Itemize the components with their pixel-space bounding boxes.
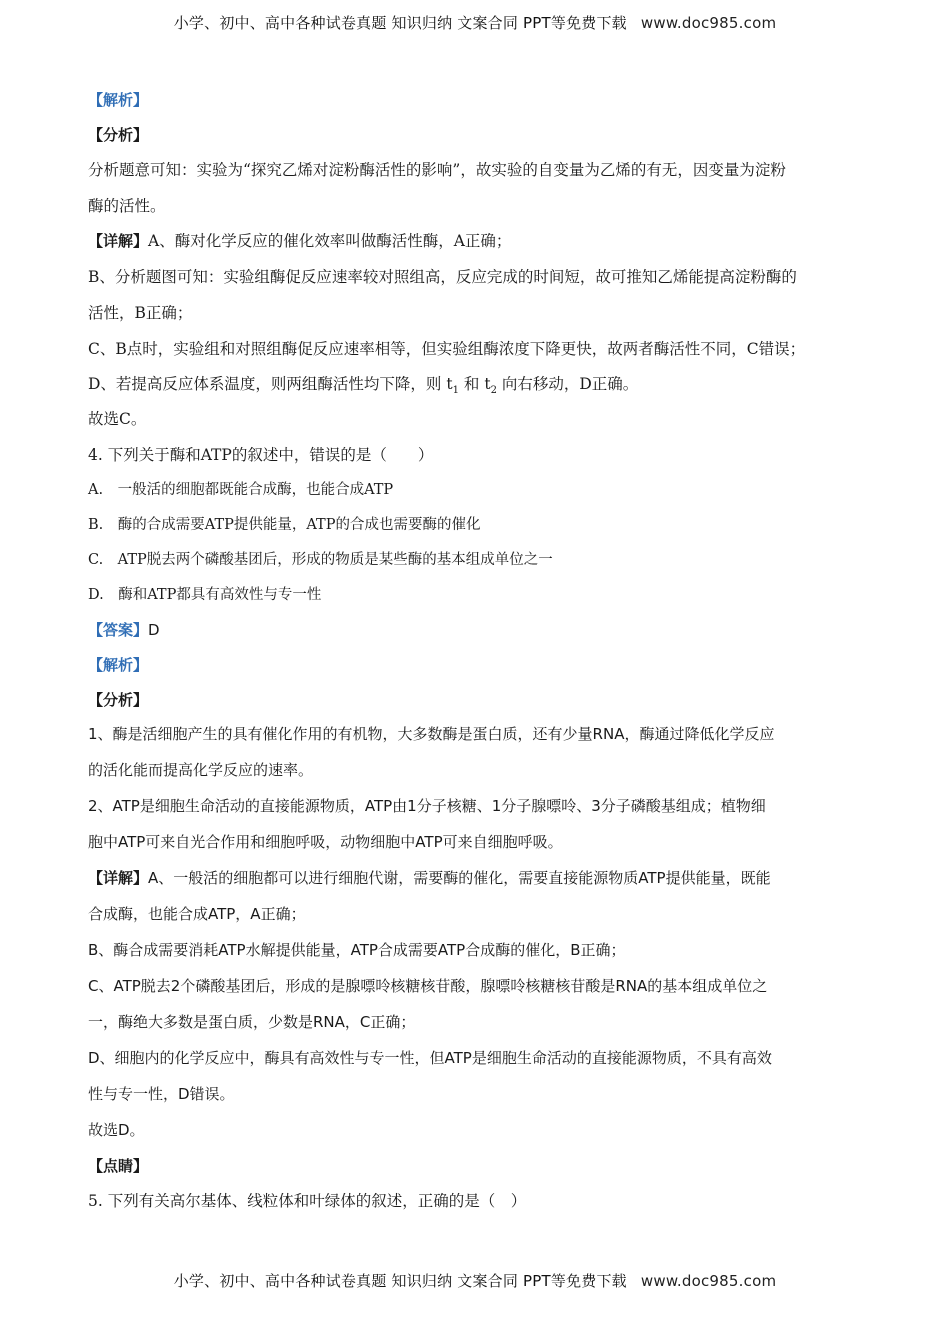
detail-line-b1: B、分析题图可知：实验组酶促反应速率较对照组高，反应完成的时间短，故可推知乙烯能提高淀粉酶的 — [88, 268, 797, 286]
xiangjie-heading: 【详解】 — [88, 232, 149, 250]
fenxi-heading-2: 【分析】 — [88, 691, 149, 709]
fenxi-heading: 【分析】 — [88, 126, 149, 144]
conclusion-q4: 故选D。 — [88, 1121, 145, 1139]
footer-text: 小学、初中、高中各种试卷真题 知识归纳 文案合同 PPT等免费下载 — [173, 1272, 627, 1290]
option-c[interactable]: C. ATP脱去两个磷酸基团后，形成的物质是某些酶的基本组成单位之一 — [88, 552, 553, 568]
detail-line-d: D、若提高反应体系温度，则两组酶活性均下降，则 $t_1$ 和 $t_2$ 向右移动，D正确。 — [88, 375, 639, 397]
footer-url[interactable]: www.doc985.com — [640, 1272, 777, 1290]
answer-line — [88, 619, 160, 641]
detail-q4-a2: 合成酶，也能合成ATP，A正确； — [88, 905, 306, 923]
detail-q4-a1: 【详解】A、一般活的细胞都可以进行细胞代谢，需要酶的催化，需要直接能源物质ATP提供能量，既能 — [88, 869, 771, 887]
xiangjie-heading-2: 【详解】 — [88, 869, 149, 887]
detail-q4-d1: D、细胞内的化学反应中，酶具有高效性与专一性，但ATP是细胞生命活动的直接能源物质，不具有高效 — [88, 1049, 772, 1067]
question-5-stem: 5. 下列有关高尔基体、线粒体和叶绿体的叙述，正确的是（ ） — [88, 1192, 527, 1210]
answer-value: D — [148, 621, 160, 639]
analysis-p1-line-2: 的活化能而提高化学反应的速率。 — [88, 761, 314, 779]
detail-line-c: C、B点时，实验组和对照组酶促反应速率相等，但实验组酶浓度下降更快，故两者酶活性不同，C错误； — [88, 340, 806, 358]
detail-q4-d2: 性与专一性，D错误。 — [88, 1085, 235, 1103]
dianjing-heading: 【点睛】 — [88, 1157, 149, 1175]
detail-q4-c2: 一，酶绝大多数是蛋白质，少数是RNA，C正确； — [88, 1013, 416, 1031]
question-4-stem: 4. 下列关于酶和ATP的叙述中，错误的是（ ） — [88, 446, 434, 464]
detail-q4-b: B、酶合成需要消耗ATP水解提供能量，ATP合成需要ATP合成酶的催化，B正确； — [88, 941, 626, 959]
analysis-p2-line-1: 2、ATP是细胞生命活动的直接能源物质，ATP由1分子核糖、1分子腺嘌呤、3分子磷酸基组成；植物细 — [88, 797, 766, 815]
header-text: 小学、初中、高中各种试卷真题 知识归纳 文案合同 PPT等免费下载 — [173, 14, 627, 32]
detail-q4-c1: C、ATP脱去2个磷酸基团后，形成的是腺嘌呤核糖核苷酸，腺嘌呤核糖核苷酸是RNA的基本组成单位之 — [88, 977, 768, 995]
option-d[interactable]: D. 酶和ATP都具有高效性与专一性 — [88, 587, 322, 603]
analysis-line-2: 酶的活性。 — [88, 197, 166, 215]
option-b[interactable]: B. 酶的合成需要ATP提供能量，ATP的合成也需要酶的催化 — [88, 517, 481, 533]
answer-heading: 【答案】 — [88, 621, 149, 639]
analysis-p1-line-1: 1、酶是活细胞产生的具有催化作用的有机物，大多数酶是蛋白质，还有少量RNA，酶通过降低化学反应 — [88, 725, 775, 743]
conclusion-line: 故选C。 — [88, 410, 147, 428]
page-footer-banner — [0, 1270, 950, 1291]
header-url[interactable]: www.doc985.com — [640, 14, 777, 32]
analysis-p2-line-2: 胞中ATP可来自光合作用和细胞呼吸，动物细胞中ATP可来自细胞呼吸。 — [88, 833, 563, 851]
detail-line-a: 【详解】A、酶对化学反应的催化效率叫做酶活性酶，A正确； — [88, 232, 512, 250]
page-header-banner — [0, 12, 950, 33]
option-a[interactable]: A. 一般活的细胞都既能合成酶，也能合成ATP — [88, 482, 394, 498]
jiexi-heading: 【解析】 — [88, 91, 149, 109]
jiexi-heading-2: 【解析】 — [88, 656, 149, 674]
analysis-line-1: 分析题意可知：实验为“探究乙烯对淀粉酶活性的影响”，故实验的自变量为乙烯的有无，因变量为淀粉 — [88, 161, 786, 179]
detail-line-b2: 活性，B正确； — [88, 304, 193, 322]
